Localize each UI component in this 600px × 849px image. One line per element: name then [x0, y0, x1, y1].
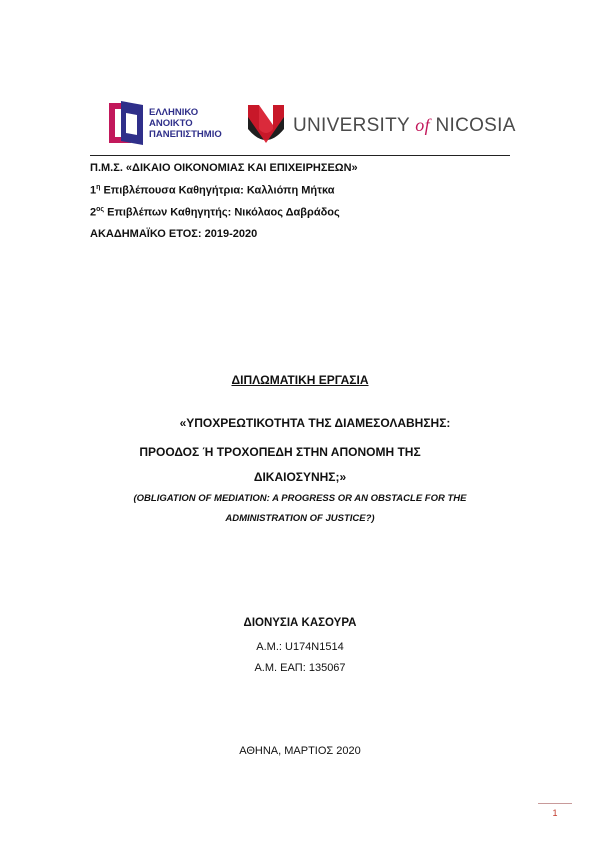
header-divider — [90, 155, 510, 156]
title-line-2: ΠΡΟΟΔΟΣ Ή ΤΡΟΧΟΠΕΔΗ ΣΤΗΝ ΑΠΟΝΟΜΗ ΤΗΣ — [139, 445, 421, 459]
page-number: 1 — [552, 808, 558, 818]
supervisor2-line — [90, 206, 340, 219]
student-id-eap: Α.Μ. ΕΑΠ: 135067 — [254, 662, 346, 674]
place-and-date: ΑΘΗΝΑ, ΜΑΡΤΙΟΣ 2020 — [239, 745, 361, 757]
author-name: ΔΙΟΝΥΣΙΑ ΚΑΣΟΥΡΑ — [243, 617, 357, 629]
unic-logo-mark — [247, 103, 285, 145]
eap-logo — [107, 99, 227, 147]
eap-logo-text: ΕΛΛΗΝΙΚΟ ΑΝΟΙΚΤΟ ΠΑΝΕΠΙΣΤΗΜΙΟ — [149, 107, 222, 140]
document-type-heading: ΔΙΠΛΩΜΑΤΙΚΗ ΕΡΓΑΣΙΑ — [231, 373, 369, 387]
english-title-line-2: ADMINISTRATION OF JUSTICE?) — [225, 513, 375, 524]
unic-logo-word-nicosia: NICOSIA — [435, 115, 516, 136]
supervisor1-ordinal: η — [96, 184, 101, 191]
unic-logo — [247, 103, 516, 145]
title-line-3: ΔΙΚΑΙΟΣΥΝΗΣ;» — [253, 470, 347, 484]
title-line-1: «ΥΠΟΧΡΕΩΤΙΚΟΤΗΤΑ ΤΗΣ ΔΙΑΜΕΣΟΛΑΒΗΣΗΣ: — [179, 416, 451, 430]
program-line: Π.Μ.Σ. «ΔΙΚΑΙΟ ΟΙΚΟΝΟΜΙΑΣ ΚΑΙ ΕΠΙΧΕΙΡΗΣΕΩΝ» — [90, 162, 358, 174]
supervisor2-ordinal: ος — [96, 206, 105, 213]
supervisor2-number: 2 — [90, 206, 97, 219]
supervisor1-text: Επιβλέπουσα Καθηγήτρια: Καλλιόπη Μήτκα — [100, 184, 335, 197]
supervisor1-number: 1 — [90, 184, 97, 197]
unic-logo-text — [293, 115, 516, 137]
english-title-line-1: (OBLIGATION OF MEDIATION: A PROGRESS OR AN OBSTACLE FOR THE — [133, 493, 467, 504]
unic-logo-word-university: UNIVERSITY — [293, 115, 410, 136]
student-id: Α.Μ.: U174N1514 — [256, 641, 344, 653]
supervisor1-line — [90, 184, 335, 197]
supervisor2-text: Επιβλέπων Καθηγητής: Νικόλαος Δαβράδος — [104, 206, 340, 219]
academic-year-line: ΑΚΑΔΗΜΑΪΚΟ ΕΤΟΣ: 2019-2020 — [90, 228, 258, 240]
eap-logo-mark — [107, 99, 145, 147]
footer-divider — [538, 803, 572, 804]
unic-logo-word-of: of — [415, 115, 430, 135]
